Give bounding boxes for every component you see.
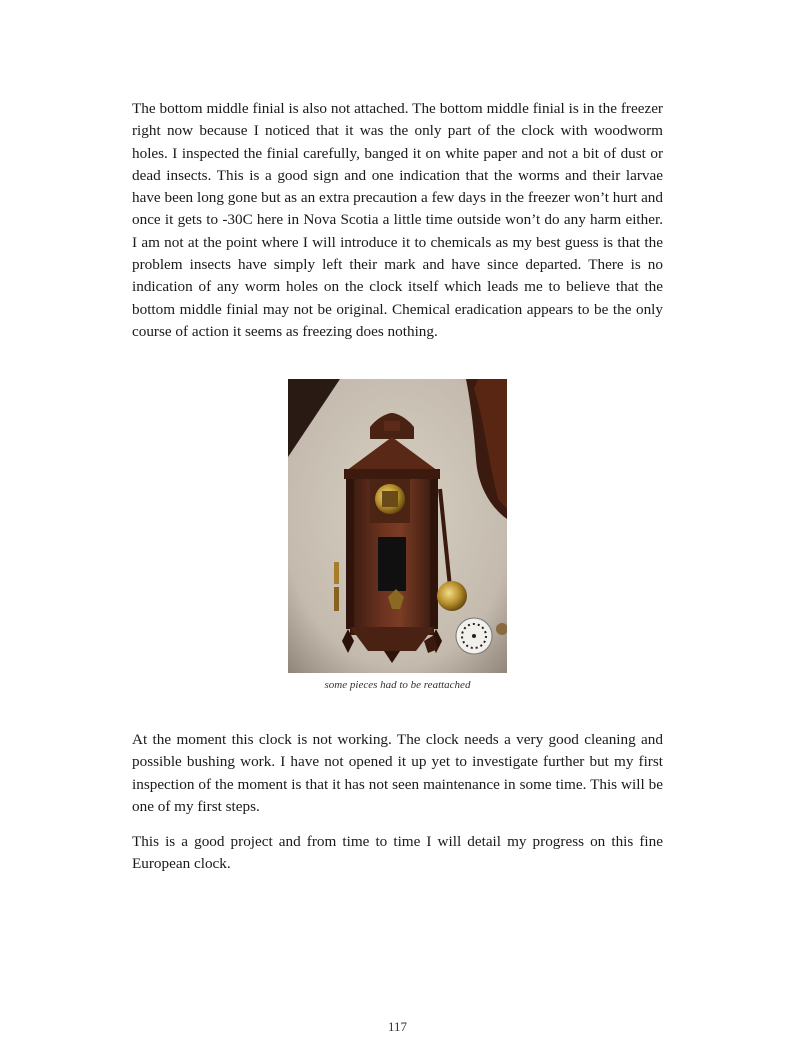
figure-caption: some pieces had to be reattached (324, 679, 471, 691)
body-paragraph: The bottom middle finial is also not attached. The bottom middle finial is in the freezer right now because I noticed that it was the only part of the clock with woodworm holes. I inspected the finial carefully, banged it on white paper and not a bit of dust or dead insects. This is a good sign and one indication that the worms and their larvae have been long gone but as an extra precaution a few days in the freezer won’t hurt and once it gets to -30C here in Nova Scotia a little time outside won’t do any harm either. I am not at the point where I will introduce it to chemicals as my best guess is that the problem insects have simply left their mark and have since departed. There is no indication of any worm holes on the clock itself which leads me to believe that the bottom middle finial may not be original. Chemical eradication appears to be the only course of action it seems as freezing does nothing. (132, 100, 663, 340)
body-paragraph: At the moment this clock is not working. The clock needs a very good cleaning and possible bushing work. I have not opened it up yet to investigate further but my first inspection of the moment is that it has not seen maintenance in some time. This will be one of my first steps. (132, 731, 663, 815)
clock-photo (288, 379, 507, 673)
body-paragraph: This is a good project and from time to time I will detail my progress on this fine European clock. (132, 833, 663, 873)
page-number: 117 (387, 1019, 408, 1034)
